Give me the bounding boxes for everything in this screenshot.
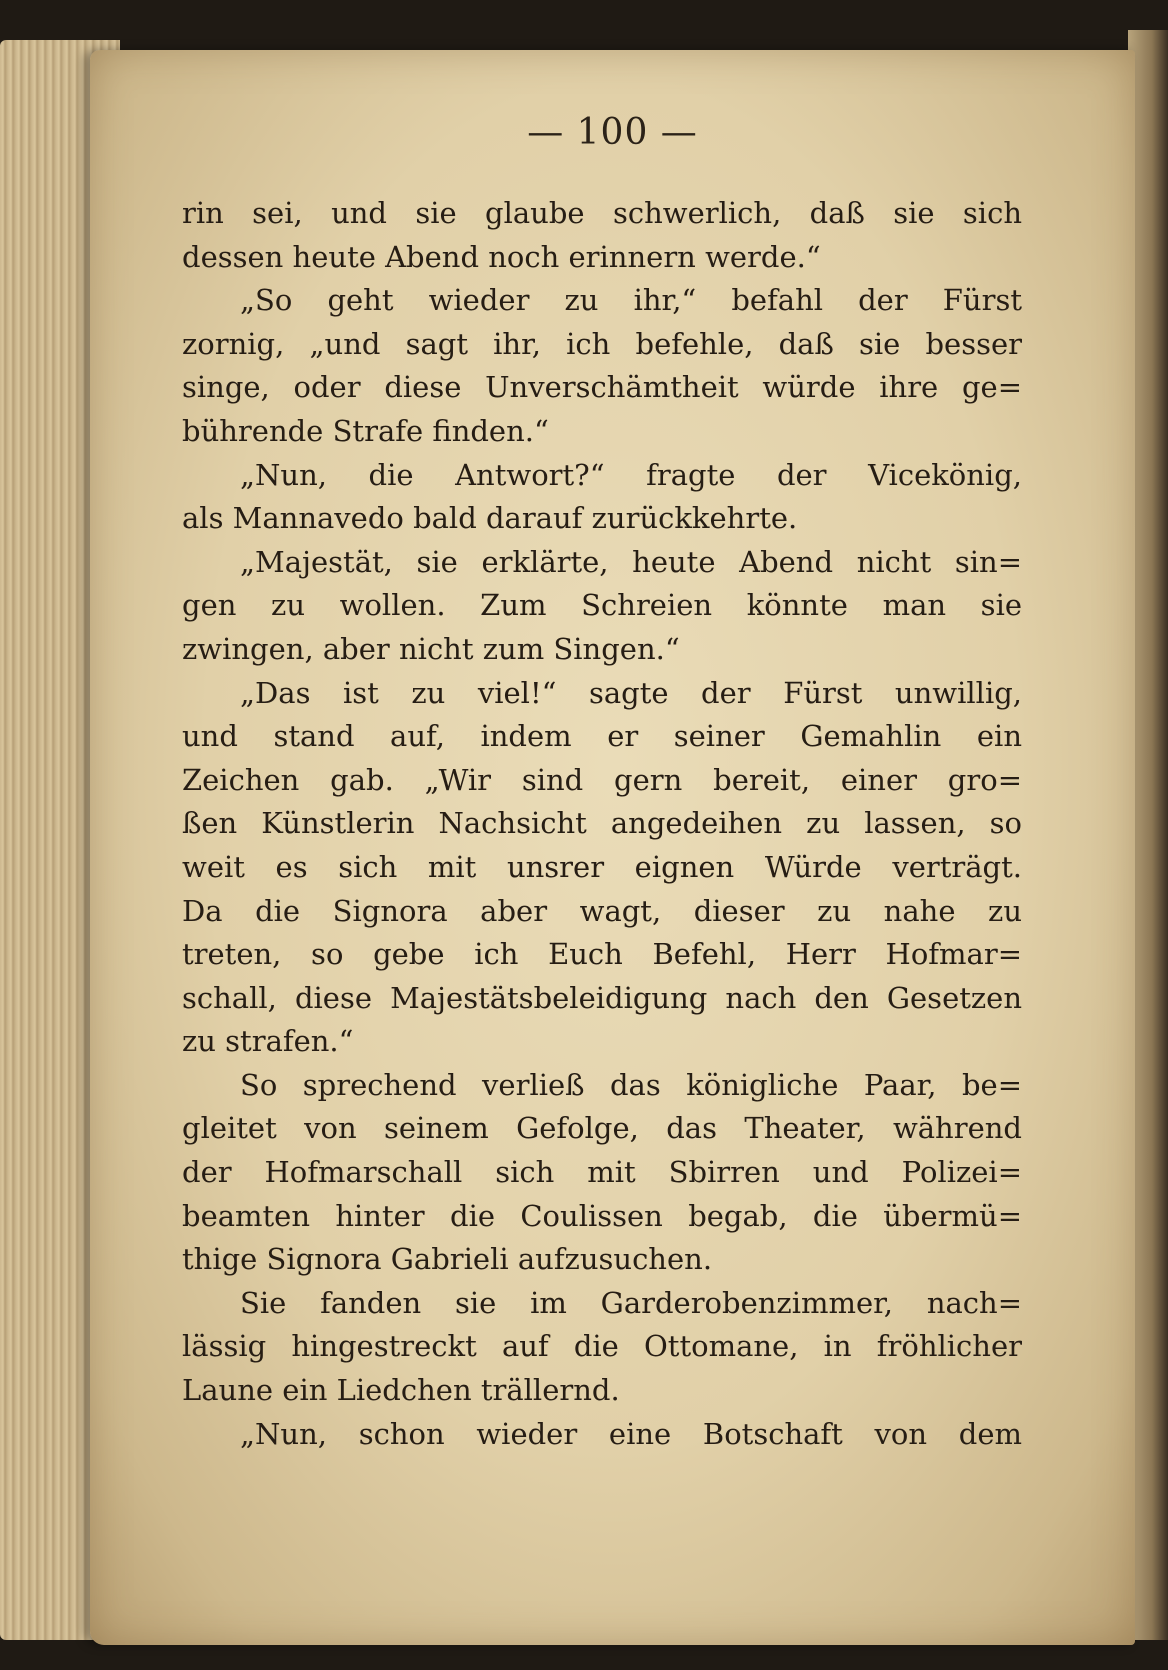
text-line: weit es sich mit unsrer eignen Würde verträgt. [182, 849, 1022, 884]
text-line: lässig hingestreckt auf die Ottomane, in fröhlicher [182, 1329, 1022, 1364]
text-line: „Majestät, sie erklärte, heute Abend nicht sin= [240, 544, 1022, 579]
text-line: der Hofmarschall sich mit Sbirren und Polizei= [182, 1155, 1022, 1190]
text-line: thige Signora Gabrieli aufzusuchen. [182, 1242, 713, 1277]
page-number: — 100 — [527, 112, 698, 153]
text-line: Da die Signora aber wagt, dieser zu nahe zu [182, 893, 1022, 928]
text-line: bührende Strafe finden.“ [182, 413, 549, 448]
body-text [182, 192, 1022, 1456]
text-line: als Mannavedo bald darauf zurückkehrte. [182, 501, 798, 536]
text-line: Zeichen gab. „Wir sind gern bereit, einer gro= [182, 762, 1022, 797]
text-line: ßen Künstlerin Nachsicht angedeihen zu lassen, so [182, 806, 1022, 841]
text-line: beamten hinter die Coulissen begab, die übermü= [182, 1198, 1022, 1233]
text-line: singe, oder diese Unverschämtheit würde ihre ge= [182, 370, 1022, 405]
book-page [90, 50, 1135, 1645]
text-line: „Das ist zu viel!“ sagte der Fürst unwillig, [240, 675, 1022, 710]
text-line: rin sei, und sie glaube schwerlich, daß sie sich [182, 196, 1022, 230]
text-line: „Nun, die Antwort?“ fragte der Vicekönig, [240, 457, 1022, 492]
text-line: und stand auf, indem er seiner Gemahlin ein [182, 719, 1022, 754]
text-line: treten, so gebe ich Euch Befehl, Herr Hofmar= [182, 937, 1022, 972]
text-line: dessen heute Abend noch erinnern werde.“ [182, 239, 821, 274]
text-line: So sprechend verließ das königliche Paar, be= [240, 1067, 1022, 1102]
text-line: „Nun, schon wieder eine Botschaft von dem [240, 1416, 1022, 1451]
text-line: Sie fanden sie im Garderobenzimmer, nach= [240, 1285, 1022, 1320]
text-line: schall, diese Majestätsbeleidigung nach den Gesetzen [182, 980, 1022, 1015]
text-line: Laune ein Liedchen trällernd. [182, 1373, 620, 1408]
text-line: zu strafen.“ [182, 1024, 354, 1059]
text-line: zwingen, aber nicht zum Singen.“ [182, 631, 680, 666]
text-line: zornig, „und sagt ihr, ich befehle, daß sie besser [182, 326, 1022, 361]
text-line: „So geht wieder zu ihr,“ befahl der Fürst [240, 283, 1022, 318]
text-line: gen zu wollen. Zum Schreien könnte man sie [182, 588, 1022, 623]
text-line: gleitet von seinem Gefolge, das Theater, während [182, 1111, 1022, 1146]
